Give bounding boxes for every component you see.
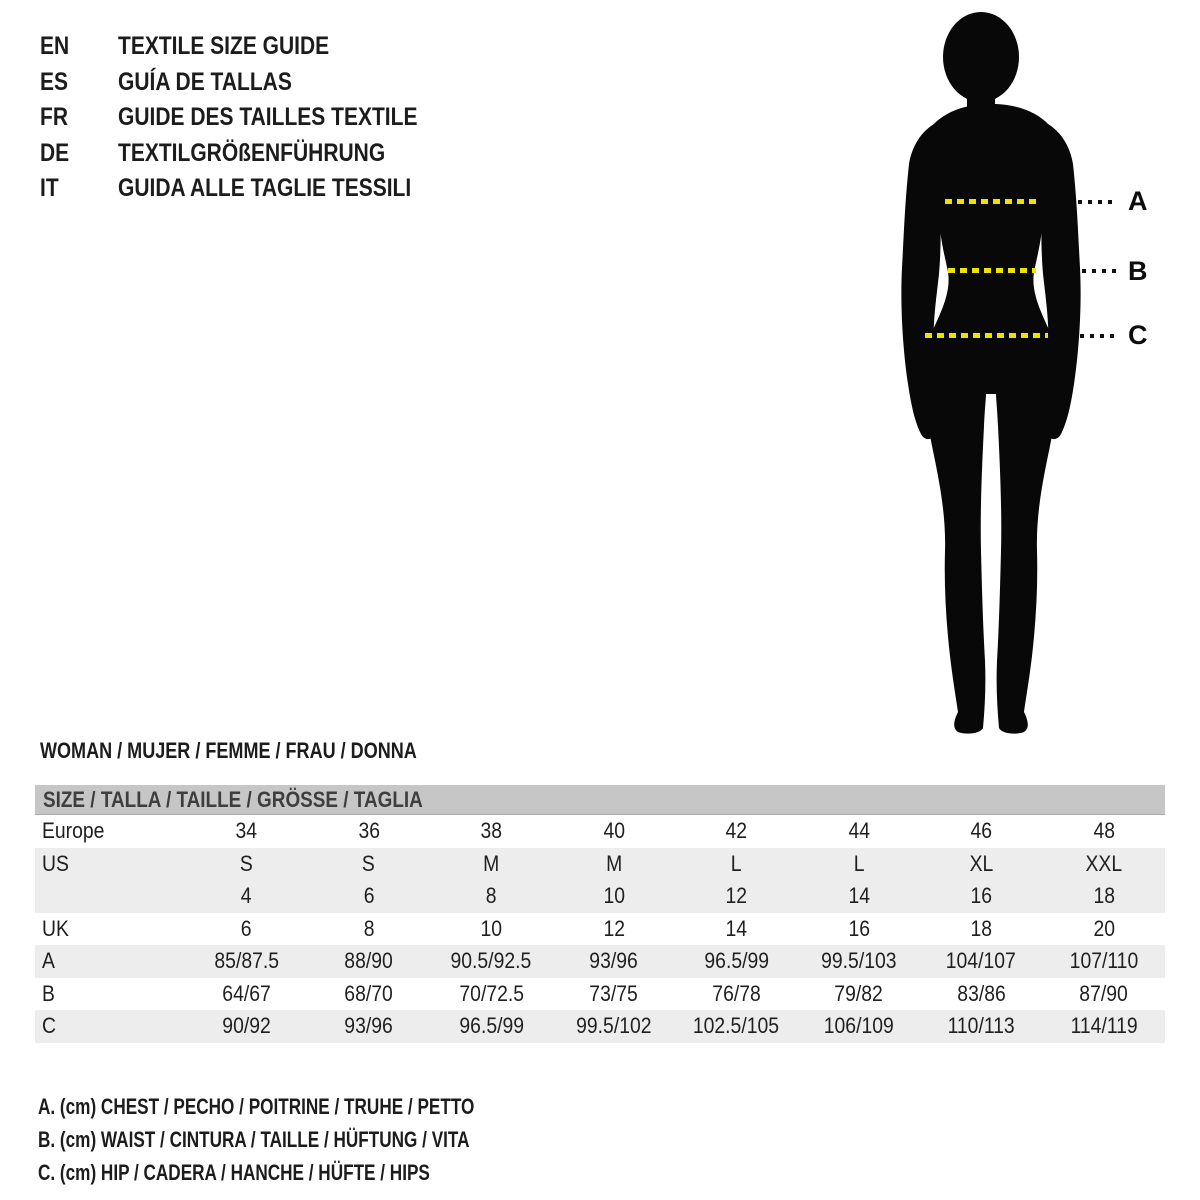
table-cell: 34 xyxy=(235,818,258,844)
size-table-header: SIZE / TALLA / TAILLE / GRÖSSE / TAGLIA xyxy=(35,785,1165,815)
lang-code: DE xyxy=(40,138,70,167)
table-cell: XL xyxy=(969,850,994,876)
table-cell: S xyxy=(239,850,253,876)
lang-code: IT xyxy=(40,174,59,203)
table-cell: 79/82 xyxy=(834,980,883,1006)
table-cell: 8 xyxy=(363,915,375,941)
table-cell: 40 xyxy=(602,818,625,844)
lang-row-es xyxy=(40,65,475,101)
table-cell: 16 xyxy=(970,883,993,909)
lang-title: GUIDA ALLE TAGLIE TESSILI xyxy=(118,174,412,203)
table-cell: 10 xyxy=(480,915,503,941)
table-cell: 96.5/99 xyxy=(458,1013,524,1039)
row-label: C xyxy=(42,1013,56,1039)
row-label: Europe xyxy=(42,818,105,844)
legend-waist: B. (cm) WAIST / CINTURA / TAILLE / HÜFTUNG / VITA xyxy=(38,1127,470,1152)
table-cell: 70/72.5 xyxy=(458,980,524,1006)
table-cell: L xyxy=(730,850,742,876)
table-cell: 107/110 xyxy=(1069,948,1139,974)
table-cell: 106/109 xyxy=(823,1013,894,1039)
woman-silhouette-figure xyxy=(888,6,1100,734)
table-cell: 96.5/99 xyxy=(703,948,769,974)
lang-row-en xyxy=(40,29,475,65)
measurement-legend xyxy=(38,1090,597,1189)
table-cell: 90.5/92.5 xyxy=(450,948,532,974)
legend-hip: C. (cm) HIP / CADERA / HANCHE / HÜFTE / HIPS xyxy=(38,1160,430,1185)
measure-label-c: C xyxy=(1128,320,1148,350)
table-row-chest xyxy=(35,945,1165,978)
lang-title: GUIDE DES TAILLES TEXTILE xyxy=(118,103,418,132)
row-label: B xyxy=(42,980,55,1006)
table-cell: 90/92 xyxy=(222,1013,271,1039)
table-cell: 76/78 xyxy=(712,980,761,1006)
lang-title: TEXTILGRÖßENFÜHRUNG xyxy=(118,138,386,167)
table-cell: L xyxy=(853,850,865,876)
table-cell: 14 xyxy=(725,915,748,941)
table-cell: 114/119 xyxy=(1070,1013,1138,1039)
table-cell: 73/75 xyxy=(589,980,638,1006)
table-row-europe xyxy=(35,815,1165,848)
lang-code: ES xyxy=(40,67,69,96)
table-cell: 14 xyxy=(847,883,870,909)
table-cell: 10 xyxy=(602,883,625,909)
chest-measure-line xyxy=(945,199,1040,204)
table-cell: 12 xyxy=(602,915,625,941)
table-cell: 4 xyxy=(240,883,252,909)
measure-label-b: B xyxy=(1128,256,1148,286)
table-cell: 93/96 xyxy=(589,948,638,974)
table-cell: 46 xyxy=(970,818,993,844)
measure-label-a: A xyxy=(1128,186,1148,216)
lang-row-de xyxy=(40,136,475,172)
table-cell: 36 xyxy=(357,818,380,844)
table-cell: 12 xyxy=(725,883,748,909)
lang-title: GUÍA DE TALLAS xyxy=(118,67,292,96)
table-cell: 48 xyxy=(1092,818,1115,844)
size-table xyxy=(35,785,1165,1043)
table-cell: 16 xyxy=(847,915,870,941)
table-cell: 6 xyxy=(363,883,375,909)
table-cell: 102.5/105 xyxy=(693,1013,780,1039)
table-cell: 6 xyxy=(240,915,252,941)
row-label: A xyxy=(42,948,55,974)
row-label xyxy=(35,883,185,909)
table-row-us-letter xyxy=(35,848,1165,881)
table-row-us-number xyxy=(35,880,1165,913)
lang-row-fr xyxy=(40,100,475,136)
table-cell: 99.5/102 xyxy=(576,1013,652,1039)
woman-silhouette-icon xyxy=(888,6,1100,734)
language-list xyxy=(40,29,475,207)
lang-row-it xyxy=(40,171,475,207)
table-cell: 18 xyxy=(1092,883,1115,909)
lang-code: FR xyxy=(40,103,68,132)
table-cell: 99.5/103 xyxy=(821,948,897,974)
table-cell: 42 xyxy=(725,818,748,844)
table-row-hip xyxy=(35,1010,1165,1043)
table-cell: 93/96 xyxy=(344,1013,393,1039)
table-cell: M xyxy=(605,850,622,876)
lang-code: EN xyxy=(40,32,70,61)
table-cell: 110/113 xyxy=(947,1013,1015,1039)
table-cell: 38 xyxy=(480,818,503,844)
table-cell: 44 xyxy=(847,818,870,844)
chest-leader-line xyxy=(1078,200,1118,204)
row-label: US xyxy=(42,850,69,876)
gender-section-title: WOMAN / MUJER / FEMME / FRAU / DONNA xyxy=(40,738,417,763)
hip-leader-line xyxy=(1080,334,1118,338)
waist-measure-line xyxy=(948,268,1036,273)
table-cell: S xyxy=(362,850,376,876)
table-cell: 87/90 xyxy=(1079,980,1128,1006)
table-cell: 85/87.5 xyxy=(213,948,279,974)
table-row-uk xyxy=(35,913,1165,946)
table-cell: 104/107 xyxy=(946,948,1017,974)
lang-title: TEXTILE SIZE GUIDE xyxy=(118,32,330,61)
hip-measure-line xyxy=(925,333,1048,338)
table-cell: 88/90 xyxy=(344,948,393,974)
table-cell: 64/67 xyxy=(222,980,271,1006)
table-cell: 20 xyxy=(1092,915,1115,941)
table-cell: 8 xyxy=(485,883,497,909)
table-cell: 83/86 xyxy=(957,980,1006,1006)
table-cell: M xyxy=(483,850,500,876)
table-cell: 18 xyxy=(970,915,993,941)
waist-leader-line xyxy=(1082,269,1118,273)
table-cell: 68/70 xyxy=(344,980,393,1006)
table-cell: XXL xyxy=(1085,850,1123,876)
table-row-waist xyxy=(35,978,1165,1011)
legend-chest: A. (cm) CHEST / PECHO / POITRINE / TRUHE / PETTO xyxy=(38,1094,475,1119)
row-label: UK xyxy=(42,915,69,941)
